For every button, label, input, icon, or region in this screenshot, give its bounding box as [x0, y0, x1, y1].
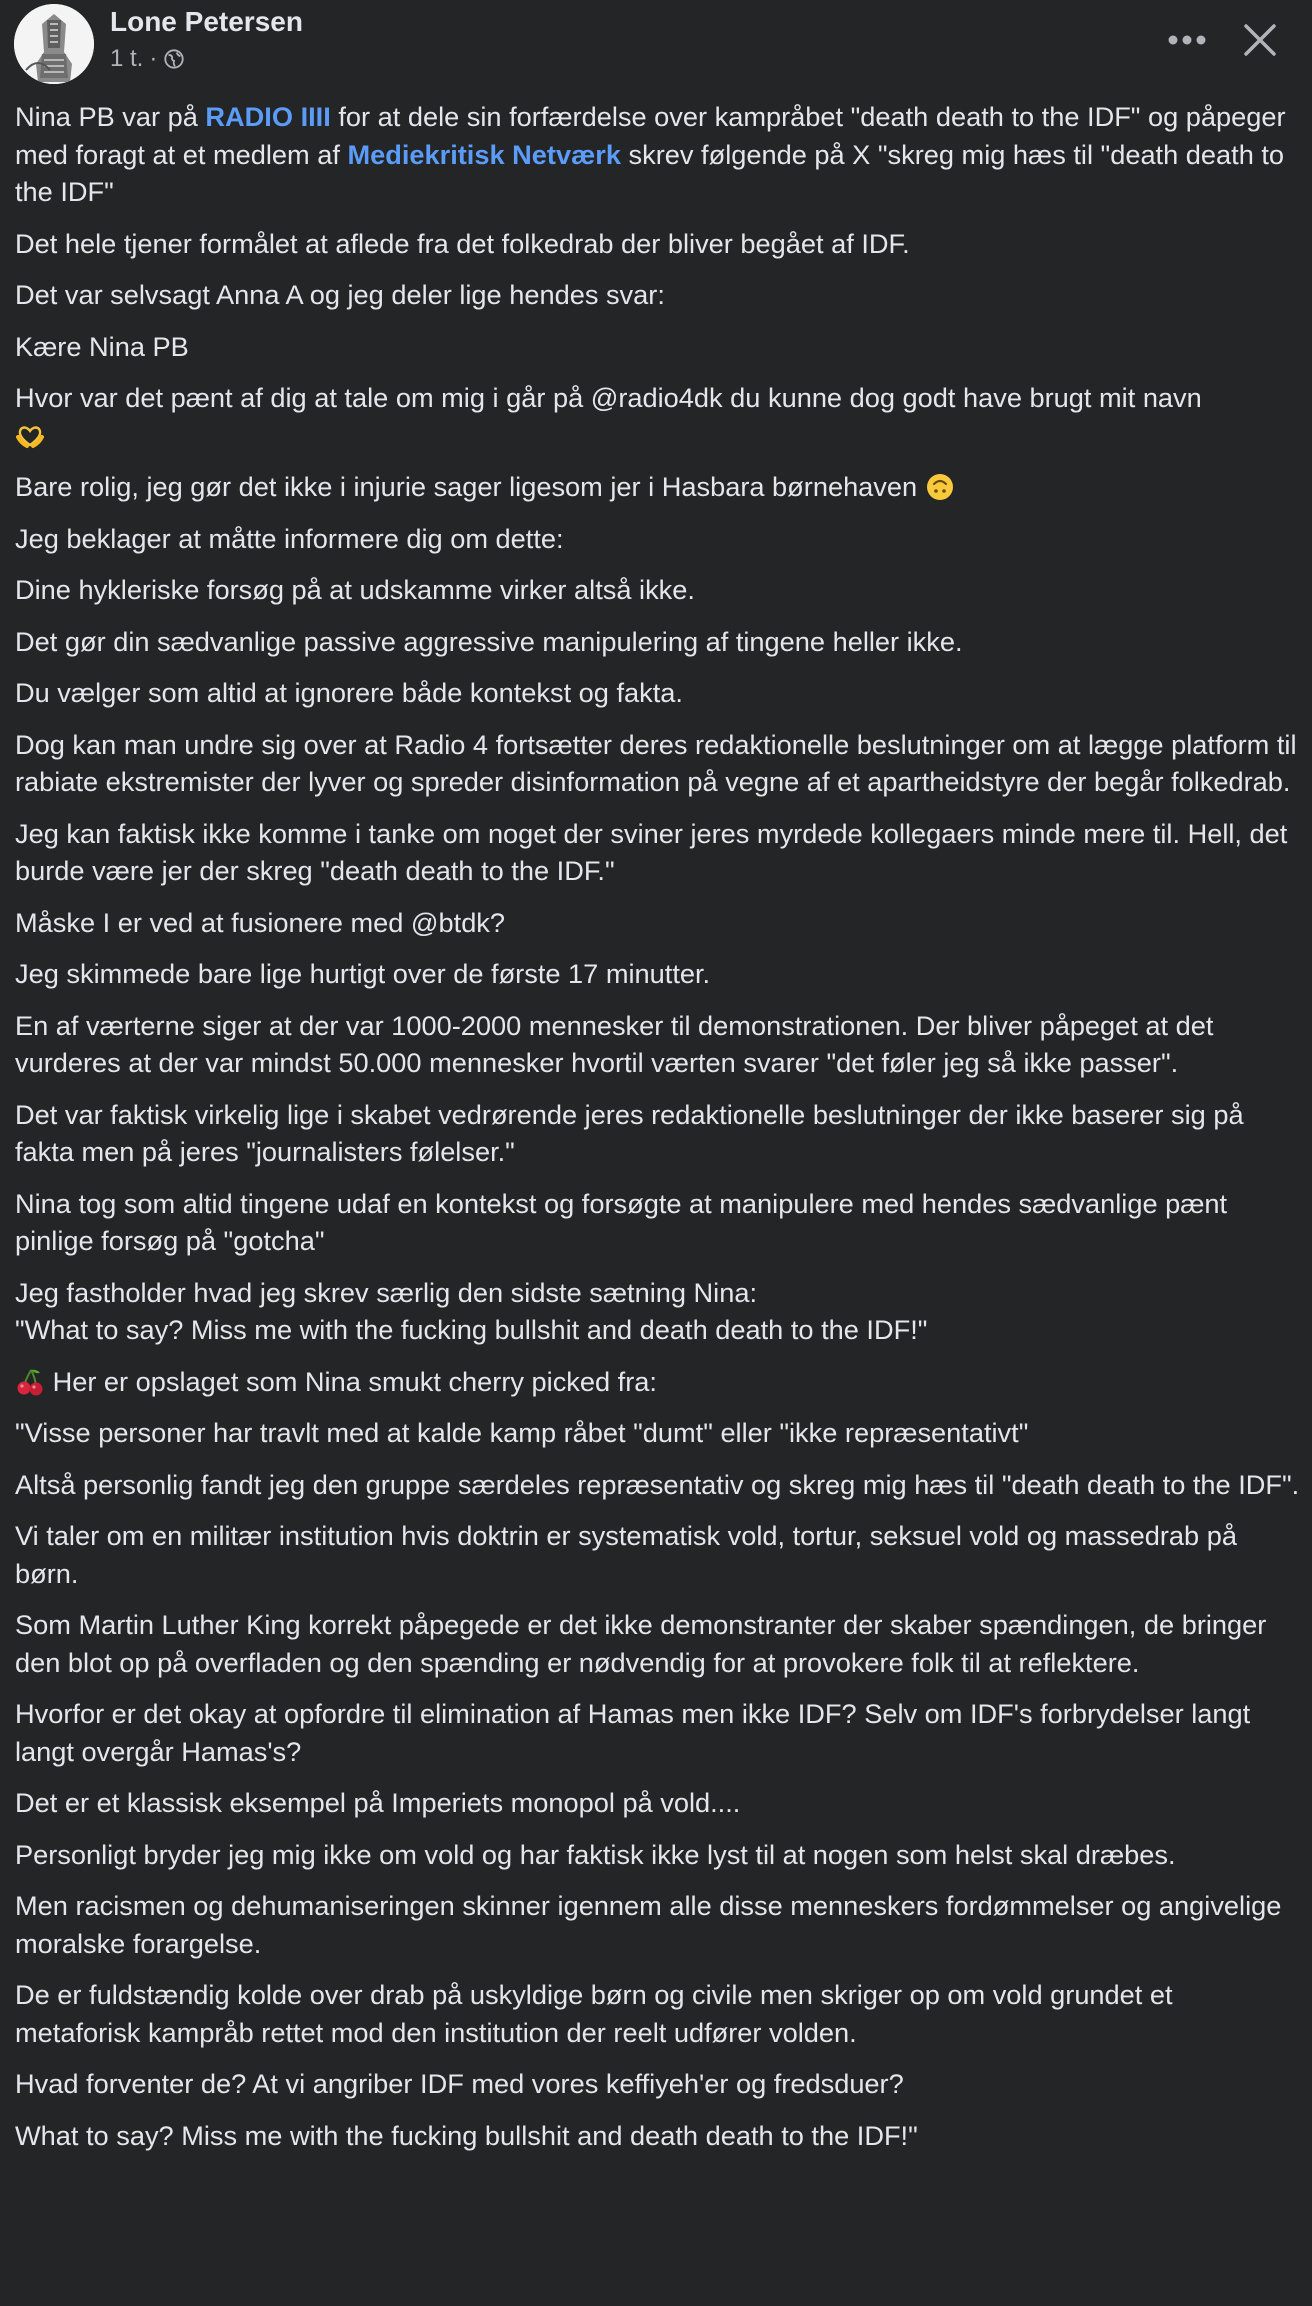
post-paragraph: Du vælger som altid at ignorere både kontekst og fakta.: [15, 677, 683, 708]
post-paragraph: Jeg beklager at måtte informere dig om dette:: [15, 522, 564, 554]
heart-hands-emoji-icon: [15, 421, 45, 451]
post-paragraph: What to say? Miss me with the fucking bullshit and death death to the IDF!": [15, 2119, 918, 2151]
author-avatar[interactable]: [14, 4, 94, 84]
post-paragraph: Men racismen og dehumaniseringen skinner igennem alle disse menneskers fordømmelser og angivelige moralske forargelse.: [15, 1890, 1282, 1959]
post-time[interactable]: 1 t.: [110, 45, 144, 72]
post-header: [0, 0, 1312, 90]
post-paragraph: Jeg fastholder hvad jeg skrev særlig den sidste sætning Nina: "What to say? Miss me with the fucking bullshit and death death to the IDF!": [15, 1276, 928, 1345]
post-paragraph: Som Martin Luther King korrekt påpegede er det ikke demonstranter der skaber spændingen, de bringer den blot op på overfladen og den spænding er nødvendig for at provokere folk til at reflektere.: [15, 1609, 1267, 1678]
more-options-icon: [1167, 34, 1207, 46]
close-button[interactable]: [1234, 14, 1286, 66]
post-paragraph: Nina tog som altid tingene udaf en kontekst og forsøgte at manipulere med hendes sædvanlige pænt pinlige forsøg på "gotcha": [15, 1187, 1228, 1256]
post-paragraph: Måske I er ved at fusionere med @btdk?: [15, 906, 506, 938]
close-icon: [1243, 23, 1277, 57]
post-paragraph: Det hele tjener formålet at aflede fra det folkedrab der bliver begået af IDF.: [15, 227, 910, 259]
post-paragraph: Hvor var det pænt af dig at tale om mig i går på @radio4dk du kunne dog godt have brugt mit navn: [15, 379, 1300, 454]
post-paragraph: "Visse personer har travlt med at kalde kamp råbet "dumt" eller "ikke repræsentativt": [15, 1417, 1029, 1448]
post-body: [15, 98, 1300, 2168]
post-meta: [110, 45, 185, 73]
upside-down-face-emoji-icon: [925, 472, 955, 502]
post-paragraph: Altså personlig fandt jeg den gruppe særdeles repræsentativ og skreg mig hæs til "death death to the IDF".: [15, 1468, 1300, 1500]
post-paragraph: Hvad forventer de? At vi angriber IDF med vores keffiyeh'er og fredsduer?: [15, 2068, 904, 2099]
post-paragraph: Det er et klassisk eksempel på Imperiets monopol på vold....: [15, 1787, 741, 1818]
meta-separator: ·: [149, 45, 158, 72]
post-paragraph: Kære Nina PB: [15, 330, 189, 362]
post-paragraph: Vi taler om en militær institution hvis doktrin er systematisk vold, tortur, seksuel vold og massedrab på børn.: [15, 1520, 1237, 1589]
post-paragraph: Dine hykleriske forsøg på at udskamme virker altså ikke.: [15, 574, 695, 605]
author-name[interactable]: Lone Petersen: [110, 6, 303, 37]
cherries-emoji-icon: [15, 1367, 45, 1397]
post-paragraph: Jeg kan faktisk ikke komme i tanke om noget der sviner jeres myrdede kollegaers minde mere til. Hell, det burde være jer der skreg "death death to the IDF.": [15, 817, 1288, 886]
post-paragraph: Dog kan man undre sig over at Radio 4 fortsætter deres redaktionelle beslutninger om at lægge platform til rabiate ekstremister der lyver og spreder disinformation på vegne af et apartheidstyre der begår folkedrab.: [15, 728, 1297, 797]
more-options-button[interactable]: [1162, 20, 1212, 60]
mention-link-mediekritisk[interactable]: Mediekritisk Netværk: [347, 138, 621, 170]
post-paragraph: Her er opslaget som Nina smukt cherry picked fra:: [15, 1363, 1300, 1401]
post-paragraph: En af værterne siger at der var 1000-2000 mennesker til demonstrationen. Der bliver påpeget at det vurderes at der var mindst 50.000 mennesker hvortil værten svarer "det føler jeg så ikke passer".: [15, 1009, 1214, 1078]
post-paragraph: Personligt bryder jeg mig ikke om vold og har faktisk ikke lyst til at nogen som helst skal dræbes.: [15, 1838, 1176, 1870]
mention-link-radio[interactable]: RADIO IIII: [205, 101, 331, 132]
post-paragraph: Nina PB var på RADIO IIII for at dele sin forfærdelse over kampråbet "death death to the IDF" og påpeger med foragt at et medlem af Mediekritisk Netværk skrev følgende på X "skreg mig hæs til "death death to the IDF": [15, 101, 1286, 207]
post-paragraph: Bare rolig, jeg gør det ikke i injurie sager ligesom jer i Hasbara børnehaven: [15, 468, 1300, 506]
post-paragraph: Det var selvsagt Anna A og jeg deler lige hendes svar:: [15, 279, 665, 310]
globe-icon[interactable]: [163, 48, 185, 70]
post-paragraph: Jeg skimmede bare lige hurtigt over de første 17 minutter.: [15, 958, 711, 989]
post-paragraph: Hvorfor er det okay at opfordre til elimination af Hamas men ikke IDF? Selv om IDF's forbrydelser langt langt overgår Hamas's?: [15, 1698, 1251, 1767]
post-paragraph: Det var faktisk virkelig lige i skabet vedrørende jeres redaktionelle beslutninger der ikke baserer sig på fakta men på jeres "journalisters følelser.": [15, 1098, 1244, 1167]
post-paragraph: Det gør din sædvanlige passive aggressive manipulering af tingene heller ikke.: [15, 625, 963, 657]
post-paragraph: De er fuldstændig kolde over drab på uskyldige børn og civile men skriger op om vold grundet et metaforisk kampråb rettet mod den institution der reelt udfører volden.: [15, 1979, 1173, 2048]
